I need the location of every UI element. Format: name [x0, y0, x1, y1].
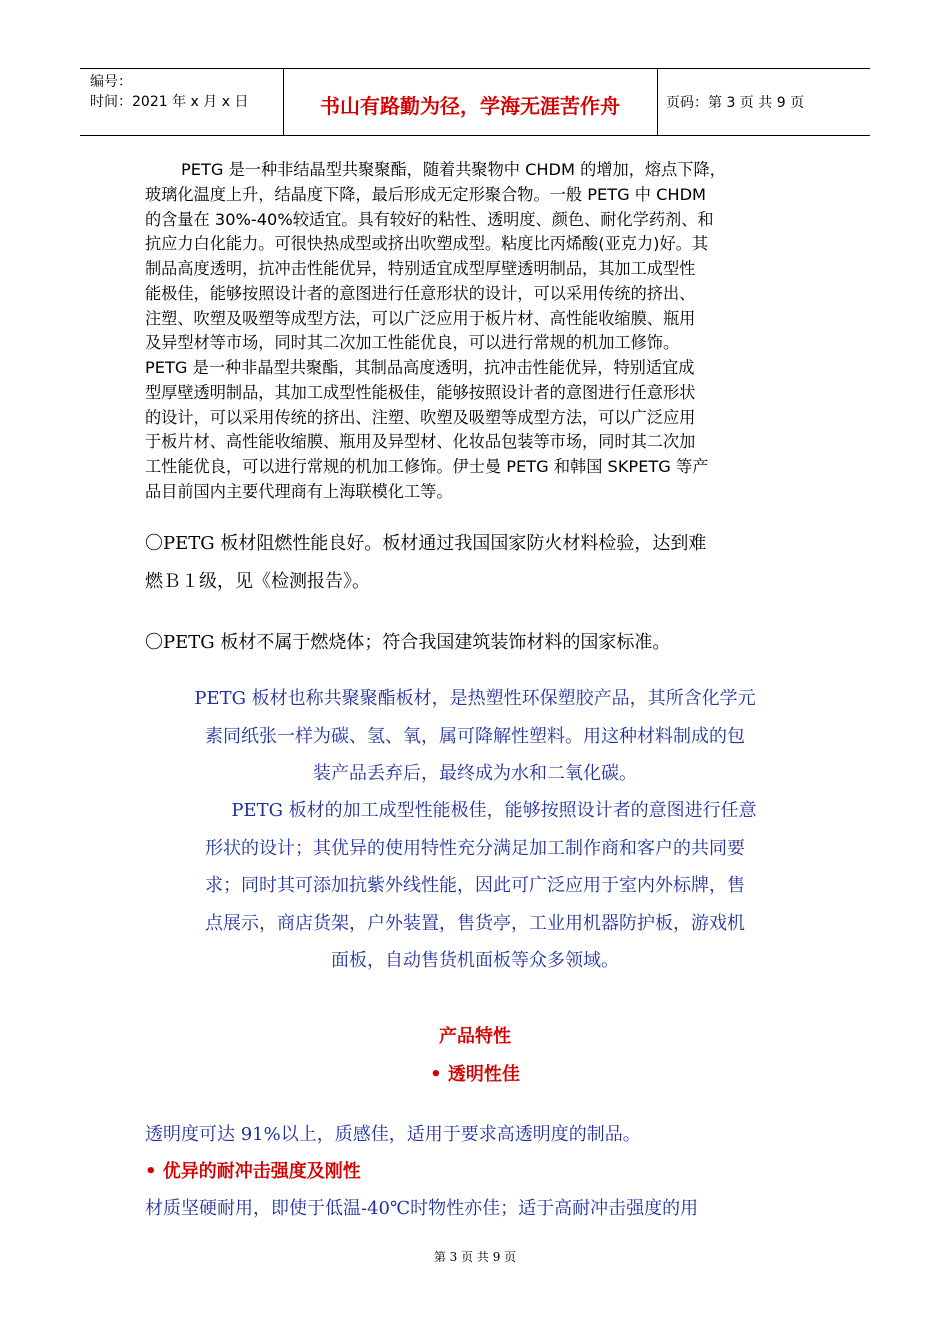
header-meta: [90, 72, 248, 112]
text-line: PETG 是一种非晶型共聚酯，其制品高度透明，抗冲击性能优异，特别适宜成: [145, 358, 695, 377]
standard-paragraph: 〇PETG 板材不属于燃烧体；符合我国建筑装饰材料的国家标准。: [145, 632, 671, 653]
header-motto: 书山有路勤为径，学海无涯苦作舟: [320, 94, 620, 118]
application-paragraph: [145, 792, 805, 980]
text-line: 工性能优良，可以进行常规的机加工修饰。伊士曼 PETG 和韩国 SKPETG 等产: [145, 457, 709, 476]
intro-paragraph: [145, 158, 805, 505]
text-line: 品目前国内主要代理商有上海联模化工等。: [145, 481, 453, 501]
impact-text: 材质坚硬耐用，即使于低温-40℃时物性亦佳；适于高耐冲击强度的用: [145, 1198, 699, 1219]
text-line: 素同纸张一样为碳、氢、氧，属可降解性塑料。用这种材料制成的包: [205, 725, 745, 747]
text-line: 抗应力白化能力。可很快热成型或挤出吹塑成型。粘度比丙烯酸(亚克力)好。其: [145, 234, 709, 254]
bullet-icon: •: [430, 1064, 442, 1085]
text-line: 〇PETG 板材阻燃性能良好。板材通过我国国家防火材料检验，达到难: [145, 533, 707, 554]
text-line: 能极佳，能够按照设计者的意图进行任意形状的设计，可以采用传统的挤出、: [145, 283, 696, 303]
feature-heading: [0, 1060, 950, 1086]
text-line: PETG 板材的加工成型性能极佳，能够按照设计者的意图进行任意: [231, 800, 757, 821]
text-line: 制品高度透明，抗冲击性能优异，特别适宜成型厚壁透明制品，其加工成型性: [145, 259, 696, 278]
transparency-text: 透明度可达 91%以上，质感佳，适用于要求高透明度的制品。: [145, 1124, 641, 1145]
text-line: 燃Ｂ１级，见《检测报告》。: [145, 571, 370, 592]
header-page-label: 页码：第 3 页 共 9 页: [666, 95, 805, 111]
text-line: 注塑、吹塑及吸塑等成型方法，可以广泛应用于板片材、高性能收缩膜、瓶用: [145, 308, 696, 328]
text-line: 于板片材、高性能收缩膜、瓶用及异型材、化妆品包装等市场，同时其二次加: [145, 432, 696, 452]
header-divider: [657, 68, 658, 135]
page-footer: 第 3 页 共 9 页: [433, 1250, 517, 1264]
text-line: 及异型材等市场，同时其二次加工性能优良，可以进行常规的机加工修饰。: [145, 333, 680, 353]
feature-heading-text: 优异的耐冲击强度及刚性: [162, 1161, 361, 1182]
text-line: 型厚壁透明制品，其加工成型性能极佳，能够按照设计者的意图进行任意形状: [145, 382, 696, 402]
text-line: 装产品丢弃后，最终成为水和二氧化碳。: [313, 763, 637, 784]
text-line: 形状的设计；其优异的使用特性充分满足加工制作商和客户的共同要: [205, 837, 745, 859]
text-line: 面板，自动售货机面板等众多领域。: [331, 950, 619, 971]
section-title: 产品特性: [439, 1026, 511, 1047]
fire-rating-paragraph: [145, 525, 815, 601]
text-line: PETG 是一种非结晶型共聚聚酯，随着共聚物中 CHDM 的增加，熔点下降，: [181, 160, 726, 179]
eco-paragraph: [145, 680, 805, 793]
feature-heading-text: 透明性佳: [447, 1064, 520, 1085]
header-top-rule: [80, 68, 870, 69]
time-label: 时间：2021 年 x 月 x 日: [90, 94, 249, 110]
text-line: 的含量在 30%-40%较适宜。具有较好的粘性、透明度、颜色、耐化学药剂、和: [145, 209, 714, 229]
text-line: 玻璃化温度上升，结晶度下降，最后形成无定形聚合物。一般 PETG 中 CHDM: [145, 184, 707, 204]
number-label: 编号：: [90, 74, 132, 90]
text-line: 求；同时其可添加抗紫外线性能，因此可广泛应用于室内外标牌，售: [205, 875, 745, 896]
text-line: 点展示，商店货架，户外装置，售货亭，工业用机器防护板，游戏机: [205, 912, 745, 934]
feature-heading: [145, 1157, 361, 1183]
bullet-icon: •: [145, 1161, 157, 1182]
text-line: PETG 板材也称共聚聚酯板材，是热塑性环保塑胶产品，其所含化学元: [194, 688, 756, 709]
text-line: 的设计，可以采用传统的挤出、注塑、吹塑及吸塑等成型方法，可以广泛应用: [145, 407, 696, 427]
header-bottom-rule: [80, 135, 870, 136]
